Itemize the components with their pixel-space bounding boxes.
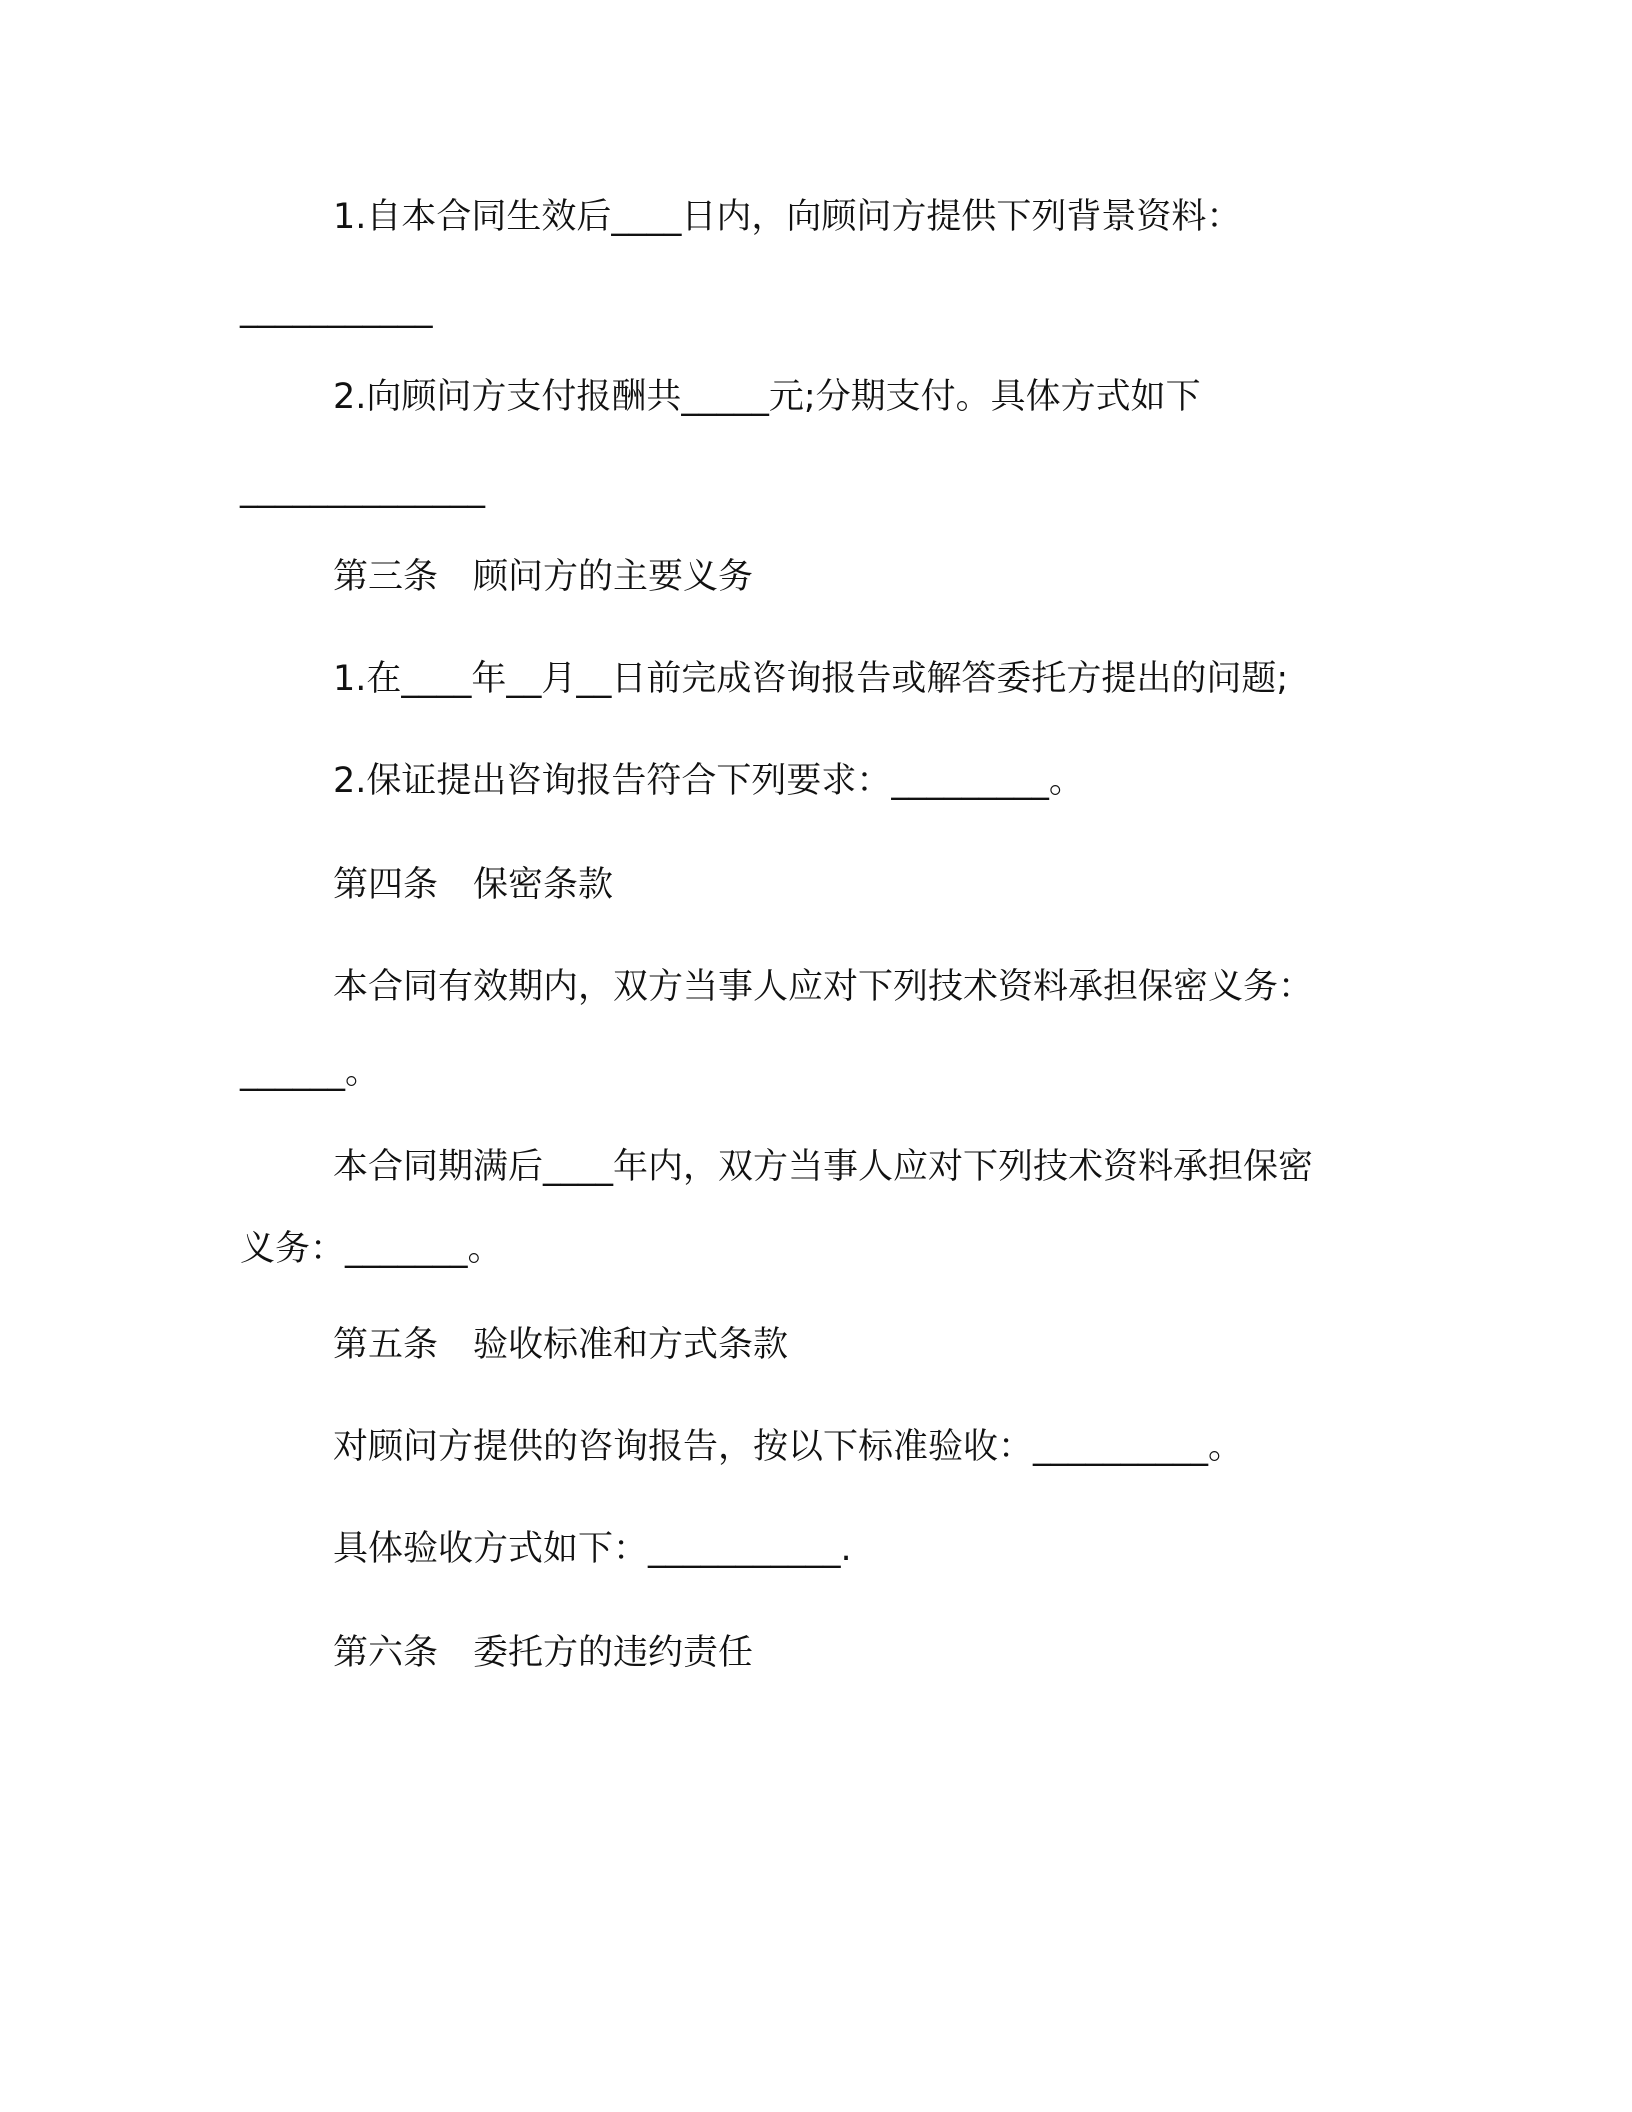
section-heading: 第六条 委托方的违约责任 xyxy=(333,1633,754,1673)
clause-text-line: 义务：_______。 xyxy=(240,1229,503,1269)
section-heading: 第五条 验收标准和方式条款 xyxy=(333,1325,789,1365)
clause-text-line: 1.在____年__月__日前完成咨询报告或解答委托方提出的问题; xyxy=(333,659,1289,699)
clause-text-line: 2.保证提出咨询报告符合下列要求：_________。 xyxy=(333,761,1084,801)
clause-text-line: 对顾问方提供的咨询报告，按以下标准验收：__________。 xyxy=(333,1427,1244,1467)
blank-line: ___________ xyxy=(240,289,433,329)
blank-line: ______________ xyxy=(240,469,485,509)
section-heading: 第三条 顾问方的主要义务 xyxy=(333,557,754,597)
blank-line: ______。 xyxy=(240,1052,381,1092)
section-heading: 第四条 保密条款 xyxy=(333,865,614,905)
clause-text-line: 1.自本合同生效后____日内，向顾问方提供下列背景资料： xyxy=(333,197,1242,237)
clause-text-line: 本合同有效期内，双方当事人应对下列技术资料承担保密义务： xyxy=(333,967,1314,1007)
clause-text-line: 具体验收方式如下：___________. xyxy=(333,1529,852,1569)
clause-text-line: 2.向顾问方支付报酬共_____元;分期支付。具体方式如下 xyxy=(333,377,1201,417)
clause-text-line: 本合同期满后____年内，双方当事人应对下列技术资料承担保密 xyxy=(333,1147,1314,1187)
